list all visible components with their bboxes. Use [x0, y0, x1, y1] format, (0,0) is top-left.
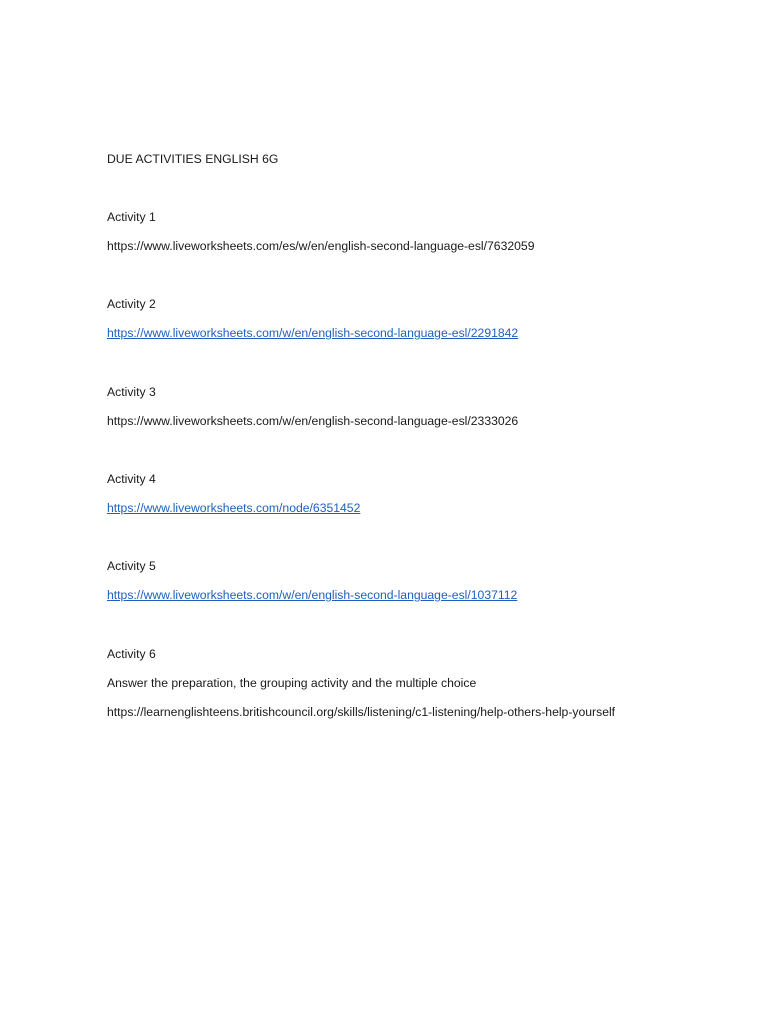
document-title: DUE ACTIVITIES ENGLISH 6G [107, 152, 279, 166]
activity-5-label: Activity 5 [107, 559, 156, 573]
activity-1-label: Activity 1 [107, 210, 156, 224]
activity-6-url: https://learnenglishteens.britishcouncil.org/skills/listening/c1-listening/help-others-help-yourself [107, 705, 616, 719]
activity-5-link[interactable]: https://www.liveworksheets.com/w/en/english-second-language-esl/1037112 [107, 588, 518, 602]
activity-3-url: https://www.liveworksheets.com/w/en/english-second-language-esl/2333026 [107, 414, 519, 428]
activity-6-label: Activity 6 [107, 647, 156, 661]
activity-4-label: Activity 4 [107, 472, 156, 486]
activity-3-label: Activity 3 [107, 385, 156, 399]
activity-6-instruction: Answer the preparation, the grouping activity and the multiple choice [107, 676, 477, 690]
activity-4-link[interactable]: https://www.liveworksheets.com/node/6351452 [107, 501, 361, 515]
activity-2-link[interactable]: https://www.liveworksheets.com/w/en/english-second-language-esl/2291842 [107, 326, 519, 340]
activity-1-url: https://www.liveworksheets.com/es/w/en/english-second-language-esl/7632059 [107, 239, 535, 253]
activity-2-label: Activity 2 [107, 297, 156, 311]
